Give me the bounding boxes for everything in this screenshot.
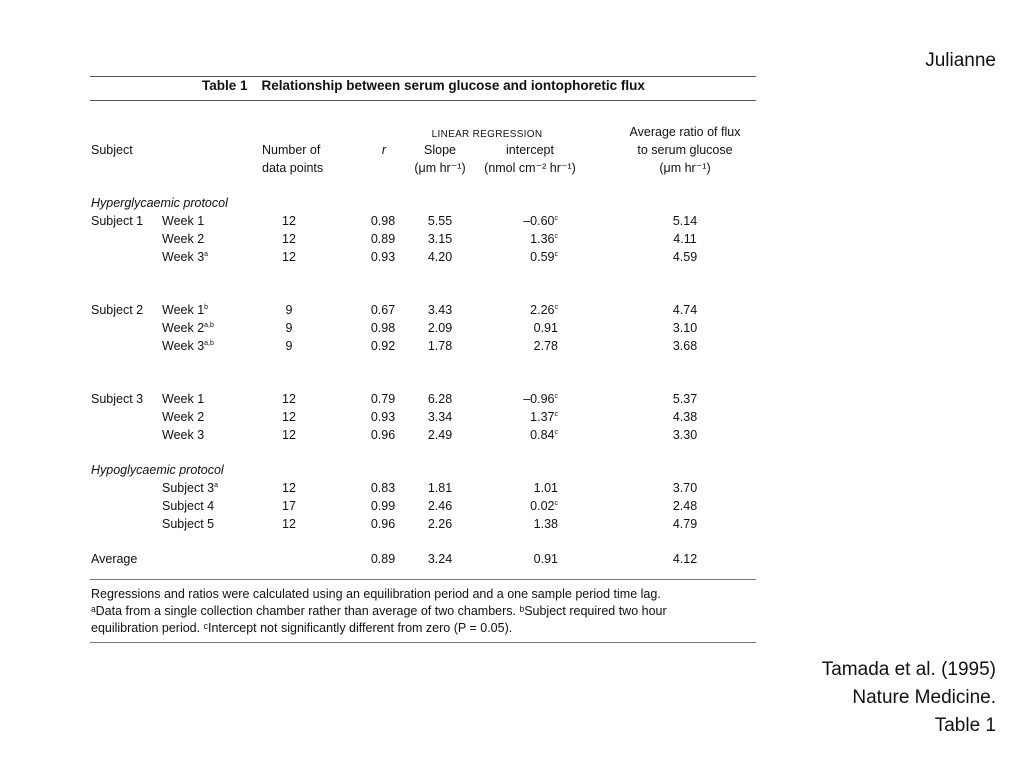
- row-intercept: [508, 479, 558, 497]
- row-intercept-text: –0.60: [523, 214, 555, 228]
- row-intercept-text: 2.26: [530, 303, 555, 317]
- header-ratio: [614, 123, 756, 177]
- table-row: [90, 337, 756, 355]
- header-slope: [408, 141, 472, 177]
- row-ratio: [660, 515, 710, 533]
- header-intercept: [478, 141, 582, 177]
- row-intercept: [508, 301, 558, 319]
- row-ratio-text: 5.37: [672, 392, 698, 406]
- row-period-text: Week 2: [162, 410, 205, 424]
- row-slope-text: 1.78: [427, 339, 453, 353]
- row-period-footnote-mark: a: [214, 481, 219, 489]
- row-r: [362, 230, 404, 248]
- row-data-points: [274, 337, 304, 355]
- header-data-points: [262, 141, 323, 177]
- row-data-points-text: 9: [285, 303, 293, 317]
- row-data-points: [274, 319, 304, 337]
- row-r-text: 0.96: [370, 428, 396, 442]
- row-slope-text: 3.15: [427, 232, 453, 246]
- table-row: [90, 426, 756, 444]
- row-intercept: [508, 248, 558, 266]
- row-period: [162, 212, 204, 230]
- row-intercept: [508, 390, 558, 408]
- table-image: [90, 72, 756, 647]
- row-r-text: 0.83: [370, 481, 396, 495]
- row-ratio: [660, 390, 710, 408]
- header-subject: Subject: [91, 143, 133, 157]
- row-data-points: [274, 212, 304, 230]
- row-data-points: [274, 408, 304, 426]
- row-r-text: 0.79: [370, 392, 396, 406]
- footnote-rule: [90, 579, 756, 580]
- row-data-points: [274, 426, 304, 444]
- row-period-footnote-mark: a,b: [204, 321, 214, 329]
- table-title: Relationship between serum glucose and iontophoretic flux: [261, 78, 645, 93]
- average-label: Average: [91, 552, 138, 566]
- citation-line-2: Nature Medicine.: [852, 687, 996, 708]
- row-slope: [418, 337, 462, 355]
- row-ratio: [660, 212, 710, 230]
- row-slope-text: 3.34: [427, 410, 453, 424]
- row-slope: [418, 248, 462, 266]
- row-data-points-text: 12: [282, 410, 296, 424]
- row-period: [162, 408, 204, 426]
- row-data-points-text: 12: [282, 392, 296, 406]
- row-r: [362, 479, 404, 497]
- row-data-points: [274, 230, 304, 248]
- row-subject: [91, 212, 143, 230]
- header-r: r: [381, 143, 387, 157]
- table-caption: [202, 78, 645, 93]
- row-intercept-text: –0.96: [523, 392, 555, 406]
- row-subject-text: Subject 1: [91, 214, 144, 228]
- row-ratio-text: 3.68: [672, 339, 698, 353]
- row-ratio-text: 4.59: [672, 250, 698, 264]
- row-slope: [418, 390, 462, 408]
- citation-line-1: Tamada et al. (1995): [821, 659, 996, 680]
- table-number: Table 1: [202, 78, 248, 93]
- row-ratio-text: 4.38: [672, 410, 698, 424]
- row-ratio: [660, 426, 710, 444]
- row-slope: [418, 515, 462, 533]
- row-slope: [418, 319, 462, 337]
- row-slope-text: 2.46: [427, 499, 453, 513]
- row-ratio-text: 3.70: [672, 481, 698, 495]
- row-slope-text: 2.49: [427, 428, 453, 442]
- row-data-points-text: 9: [285, 339, 293, 353]
- row-period: [162, 301, 208, 319]
- table-row: [90, 248, 756, 266]
- group-label-hypoglycaemic: Hypoglycaemic protocol: [91, 463, 224, 477]
- row-ratio-text: 3.10: [672, 321, 698, 335]
- row-intercept-footnote-mark: c: [554, 214, 558, 222]
- row-period-text: Week 2: [162, 321, 205, 335]
- row-data-points: [274, 390, 304, 408]
- row-period-text: Week 3: [162, 428, 205, 442]
- row-period-text: Week 3: [162, 250, 205, 264]
- row-slope: [418, 479, 462, 497]
- header-ratio-line3: (μm hr⁻¹): [659, 161, 711, 175]
- row-r: [362, 408, 404, 426]
- row-slope: [418, 497, 462, 515]
- table-row: [90, 319, 756, 337]
- header-data-points-line1: Number of: [262, 143, 321, 157]
- row-r: [362, 497, 404, 515]
- row-subject-text: Subject 3: [91, 392, 144, 406]
- row-period-text: Week 3: [162, 339, 205, 353]
- row-ratio-text: 3.30: [672, 428, 698, 442]
- row-r-text: 0.89: [370, 232, 396, 246]
- row-data-points-text: 12: [282, 214, 296, 228]
- row-ratio-text: 4.74: [672, 303, 698, 317]
- caption-rule: [90, 100, 756, 101]
- average-row: [90, 550, 756, 568]
- row-period-text: Week 1: [162, 303, 205, 317]
- row-data-points-text: 17: [282, 499, 296, 513]
- row-slope: [418, 408, 462, 426]
- row-r: [362, 248, 404, 266]
- row-intercept: [508, 408, 558, 426]
- citation: [822, 656, 996, 740]
- row-slope-text: 4.20: [427, 250, 453, 264]
- row-intercept-footnote-mark: c: [554, 303, 558, 311]
- row-period-text: Week 2: [162, 232, 205, 246]
- row-intercept-footnote-mark: c: [554, 499, 558, 507]
- top-rule: [90, 76, 756, 77]
- row-data-points-text: 12: [282, 232, 296, 246]
- row-intercept-text: 1.37: [530, 410, 555, 424]
- row-period: [162, 337, 214, 355]
- row-slope-text: 5.55: [427, 214, 453, 228]
- row-ratio: [660, 301, 710, 319]
- table-row: [90, 390, 756, 408]
- header-data-points-line2: data points: [262, 161, 324, 175]
- row-slope: [418, 212, 462, 230]
- row-data-points: [274, 515, 304, 533]
- header-ratio-line1: Average ratio of flux: [629, 125, 741, 139]
- group-label-hyperglycaemic: Hyperglycaemic protocol: [91, 196, 228, 210]
- row-ratio: [660, 337, 710, 355]
- row-data-points-text: 12: [282, 428, 296, 442]
- row-r-text: 0.98: [370, 214, 396, 228]
- row-period-text: Subject 4: [162, 499, 215, 513]
- row-r-text: 0.98: [370, 321, 396, 335]
- table-row: [90, 212, 756, 230]
- row-data-points-text: 12: [282, 481, 296, 495]
- row-intercept: [508, 212, 558, 230]
- average-ratio: 4.12: [672, 552, 698, 566]
- table-row: [90, 301, 756, 319]
- header-intercept-line2: (nmol cm⁻² hr⁻¹): [484, 161, 576, 175]
- slide-author: Julianne: [925, 50, 996, 71]
- row-period-footnote-mark: a: [204, 250, 209, 258]
- row-slope-text: 3.43: [427, 303, 453, 317]
- row-period: [162, 515, 214, 533]
- header-slope-line2: (μm hr⁻¹): [414, 161, 466, 175]
- row-period-text: Subject 5: [162, 517, 215, 531]
- row-intercept-text: 0.59: [530, 250, 555, 264]
- average-intercept: 0.91: [533, 552, 558, 566]
- row-r-text: 0.93: [370, 250, 396, 264]
- row-intercept: [508, 426, 558, 444]
- row-slope: [418, 426, 462, 444]
- row-period-text: Week 1: [162, 214, 205, 228]
- row-intercept-text: 1.38: [533, 517, 558, 531]
- footnote-line-3: equilibration period. ᶜIntercept not significantly different from zero (P = 0.05).: [91, 621, 513, 635]
- row-intercept-footnote-mark: c: [554, 428, 558, 436]
- row-r: [362, 426, 404, 444]
- header-intercept-line1: intercept: [506, 143, 554, 157]
- row-ratio-text: 4.11: [673, 232, 697, 246]
- row-period: [162, 248, 208, 266]
- table-row: [90, 479, 756, 497]
- table-row: [90, 230, 756, 248]
- row-slope-text: 2.09: [427, 321, 453, 335]
- row-r: [362, 212, 404, 230]
- row-r: [362, 337, 404, 355]
- row-ratio: [660, 230, 710, 248]
- row-data-points: [274, 479, 304, 497]
- row-r: [362, 515, 404, 533]
- row-intercept-footnote-mark: c: [554, 250, 558, 258]
- row-intercept: [508, 337, 558, 355]
- row-ratio-text: 5.14: [672, 214, 698, 228]
- header-ratio-line2: to serum glucose: [637, 143, 733, 157]
- row-intercept-text: 2.78: [533, 339, 558, 353]
- header-slope-line1: Slope: [424, 143, 456, 157]
- row-ratio-text: 2.48: [672, 499, 698, 513]
- row-ratio: [660, 497, 710, 515]
- row-intercept-footnote-mark: c: [554, 232, 558, 240]
- row-r-text: 0.99: [370, 499, 396, 513]
- row-ratio: [660, 408, 710, 426]
- row-data-points: [274, 301, 304, 319]
- row-intercept-footnote-mark: c: [554, 410, 558, 418]
- row-period-footnote-mark: b: [204, 303, 209, 311]
- row-intercept-footnote-mark: c: [554, 392, 558, 400]
- citation-line-3: Table 1: [934, 715, 996, 736]
- row-period-footnote-mark: a,b: [204, 339, 214, 347]
- row-data-points: [274, 497, 304, 515]
- row-r-text: 0.67: [370, 303, 396, 317]
- row-intercept: [508, 230, 558, 248]
- row-intercept-text: 0.91: [533, 321, 558, 335]
- bottom-rule: [90, 642, 756, 643]
- row-data-points-text: 12: [282, 250, 296, 264]
- row-r-text: 0.93: [370, 410, 396, 424]
- row-period: [162, 390, 204, 408]
- row-period: [162, 426, 204, 444]
- row-period-text: Week 1: [162, 392, 205, 406]
- row-data-points-text: 9: [285, 321, 293, 335]
- row-intercept: [508, 319, 558, 337]
- row-intercept-text: 0.84: [530, 428, 555, 442]
- row-slope-text: 2.26: [427, 517, 453, 531]
- row-r: [362, 301, 404, 319]
- row-ratio: [660, 319, 710, 337]
- row-r-text: 0.96: [370, 517, 396, 531]
- row-period: [162, 319, 214, 337]
- row-period: [162, 230, 204, 248]
- row-ratio-text: 4.79: [672, 517, 698, 531]
- row-subject-text: Subject 2: [91, 303, 144, 317]
- row-period: [162, 479, 218, 497]
- row-data-points-text: 12: [282, 517, 296, 531]
- row-r: [362, 319, 404, 337]
- row-slope: [418, 230, 462, 248]
- row-ratio: [660, 248, 710, 266]
- row-intercept: [508, 515, 558, 533]
- row-subject: [91, 301, 143, 319]
- row-slope-text: 6.28: [427, 392, 453, 406]
- average-r: 0.89: [370, 552, 396, 566]
- row-intercept: [508, 497, 558, 515]
- footnotes: [91, 586, 755, 637]
- row-intercept-text: 0.02: [530, 499, 555, 513]
- row-slope-text: 1.81: [427, 481, 453, 495]
- row-period: [162, 497, 214, 515]
- footnote-line-2: ᵃData from a single collection chamber rather than average of two chambers. ᵇSubject required two hour: [91, 604, 667, 618]
- row-ratio: [660, 479, 710, 497]
- row-intercept-text: 1.01: [533, 481, 558, 495]
- row-data-points: [274, 248, 304, 266]
- table-row: [90, 408, 756, 426]
- row-period-text: Subject 3: [162, 481, 215, 495]
- footnote-line-1: Regressions and ratios were calculated using an equilibration period and a one sample period time lag.: [91, 587, 661, 601]
- row-intercept-text: 1.36: [530, 232, 555, 246]
- row-r-text: 0.92: [370, 339, 396, 353]
- row-slope: [418, 301, 462, 319]
- table-row: [90, 497, 756, 515]
- table-row: [90, 515, 756, 533]
- header-linear-regression: LINEAR REGRESSION: [431, 129, 543, 140]
- row-r: [362, 390, 404, 408]
- average-slope: 3.24: [427, 552, 453, 566]
- row-subject: [91, 390, 143, 408]
